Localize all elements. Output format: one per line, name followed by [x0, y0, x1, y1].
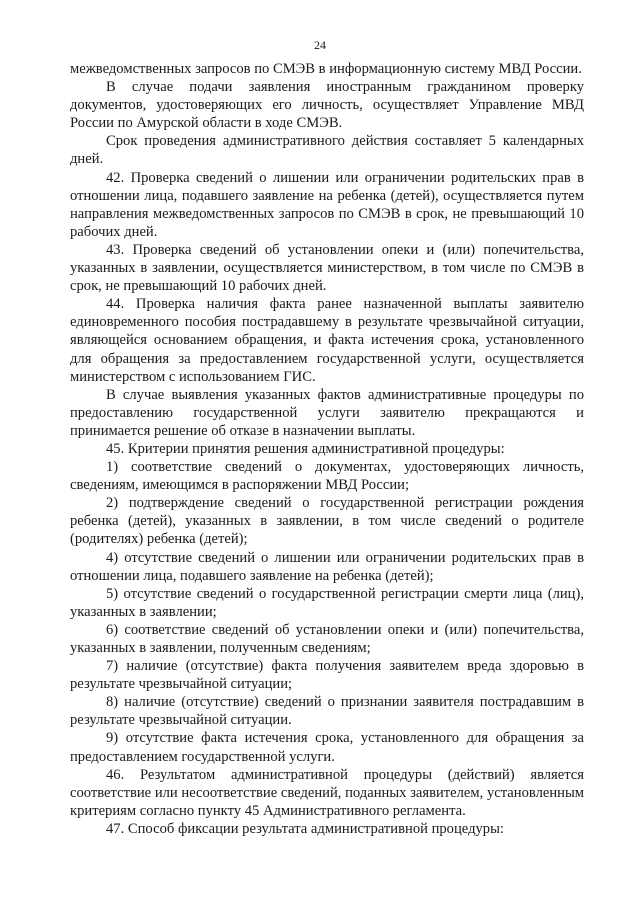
paragraph: 45. Критерии принятия решения административной процедуры:	[106, 440, 505, 457]
list-item: 7) наличие (отсутствие) факта получения заявителем вреда здоровью в результате чрезвычайной ситуации;	[70, 658, 584, 693]
list-item: 6) соответствие сведений об установлении опеки и (или) попечительства, указанных в заявлении, полученным сведениям;	[70, 621, 584, 656]
paragraph: 44. Проверка наличия факта ранее назначенной выплаты заявителю единовременного пособия пострадавшему в результате чрезвычайной ситуации, являющейся основанием обращения, и факта истечения срока, установленного для обращения за предоставлением государственной услуги, осуществляется министерством с использованием ГИС.	[70, 296, 584, 385]
paragraph: 43. Проверка сведений об установлении опеки и (или) попечительства, указанных в заявлении, осуществляется министерством, в том числе по СМЭВ в срок, не превышающий 10 рабочих дней.	[70, 241, 584, 295]
paragraph: межведомственных запросов по СМЭВ в информационную систему МВД России.	[70, 61, 582, 77]
page-number: 24	[314, 38, 326, 52]
list-item: 4) отсутствие сведений о лишении или ограничении родительских прав в отношении лица, подавшего заявление на ребенка (детей);	[70, 549, 584, 584]
paragraph: 47. Способ фиксации результата административной процедуры:	[106, 820, 504, 837]
paragraph: 46. Результатом административной процедуры (действий) является соответствие или несоответствие сведений, поданных заявителем, установленным критериям согласно пункту 45 Административного регламента.	[70, 766, 584, 819]
list-item: 5) отсутствие сведений о государственной регистрации смерти лица (лиц), указанных в заявлении;	[70, 585, 584, 620]
list-item: 2) подтверждение сведений о государственной регистрации рождения ребенка (детей), указанных в заявлении, в том числе сведений о родителе (родителях) ребенка (детей);	[70, 495, 584, 548]
list-item: 1) соответствие сведений о документах, удостоверяющих личность, сведениям, имеющимся в распоряжении МВД России;	[70, 459, 584, 494]
paragraph: В случае выявления указанных фактов административные процедуры по предоставлению государственной услуги заявителю прекращаются и принимается решение об отказе в назначении выплаты.	[70, 386, 584, 439]
paragraph: 42. Проверка сведений о лишении или ограничении родительских прав в отношении лица, подавшего заявление на ребенка (детей), осуществляется путем направления межведомственных запросов по СМЭВ в срок, не превышающий 10 рабочих дней.	[70, 169, 584, 240]
document-body	[70, 60, 584, 838]
list-item: 8) наличие (отсутствие) сведений о признании заявителя пострадавшим в результате чрезвычайной ситуации.	[70, 694, 584, 729]
paragraph: В случае подачи заявления иностранным гражданином проверку документов, удостоверяющих его личность, осуществляет Управление МВД России по Амурской области в ходе СМЭВ.	[70, 79, 584, 132]
list-item: 9) отсутствие факта истечения срока, установленного для обращения за предоставлением государственной услуги.	[70, 730, 584, 765]
paragraph: Срок проведения административного действия составляет 5 календарных дней.	[70, 133, 584, 168]
